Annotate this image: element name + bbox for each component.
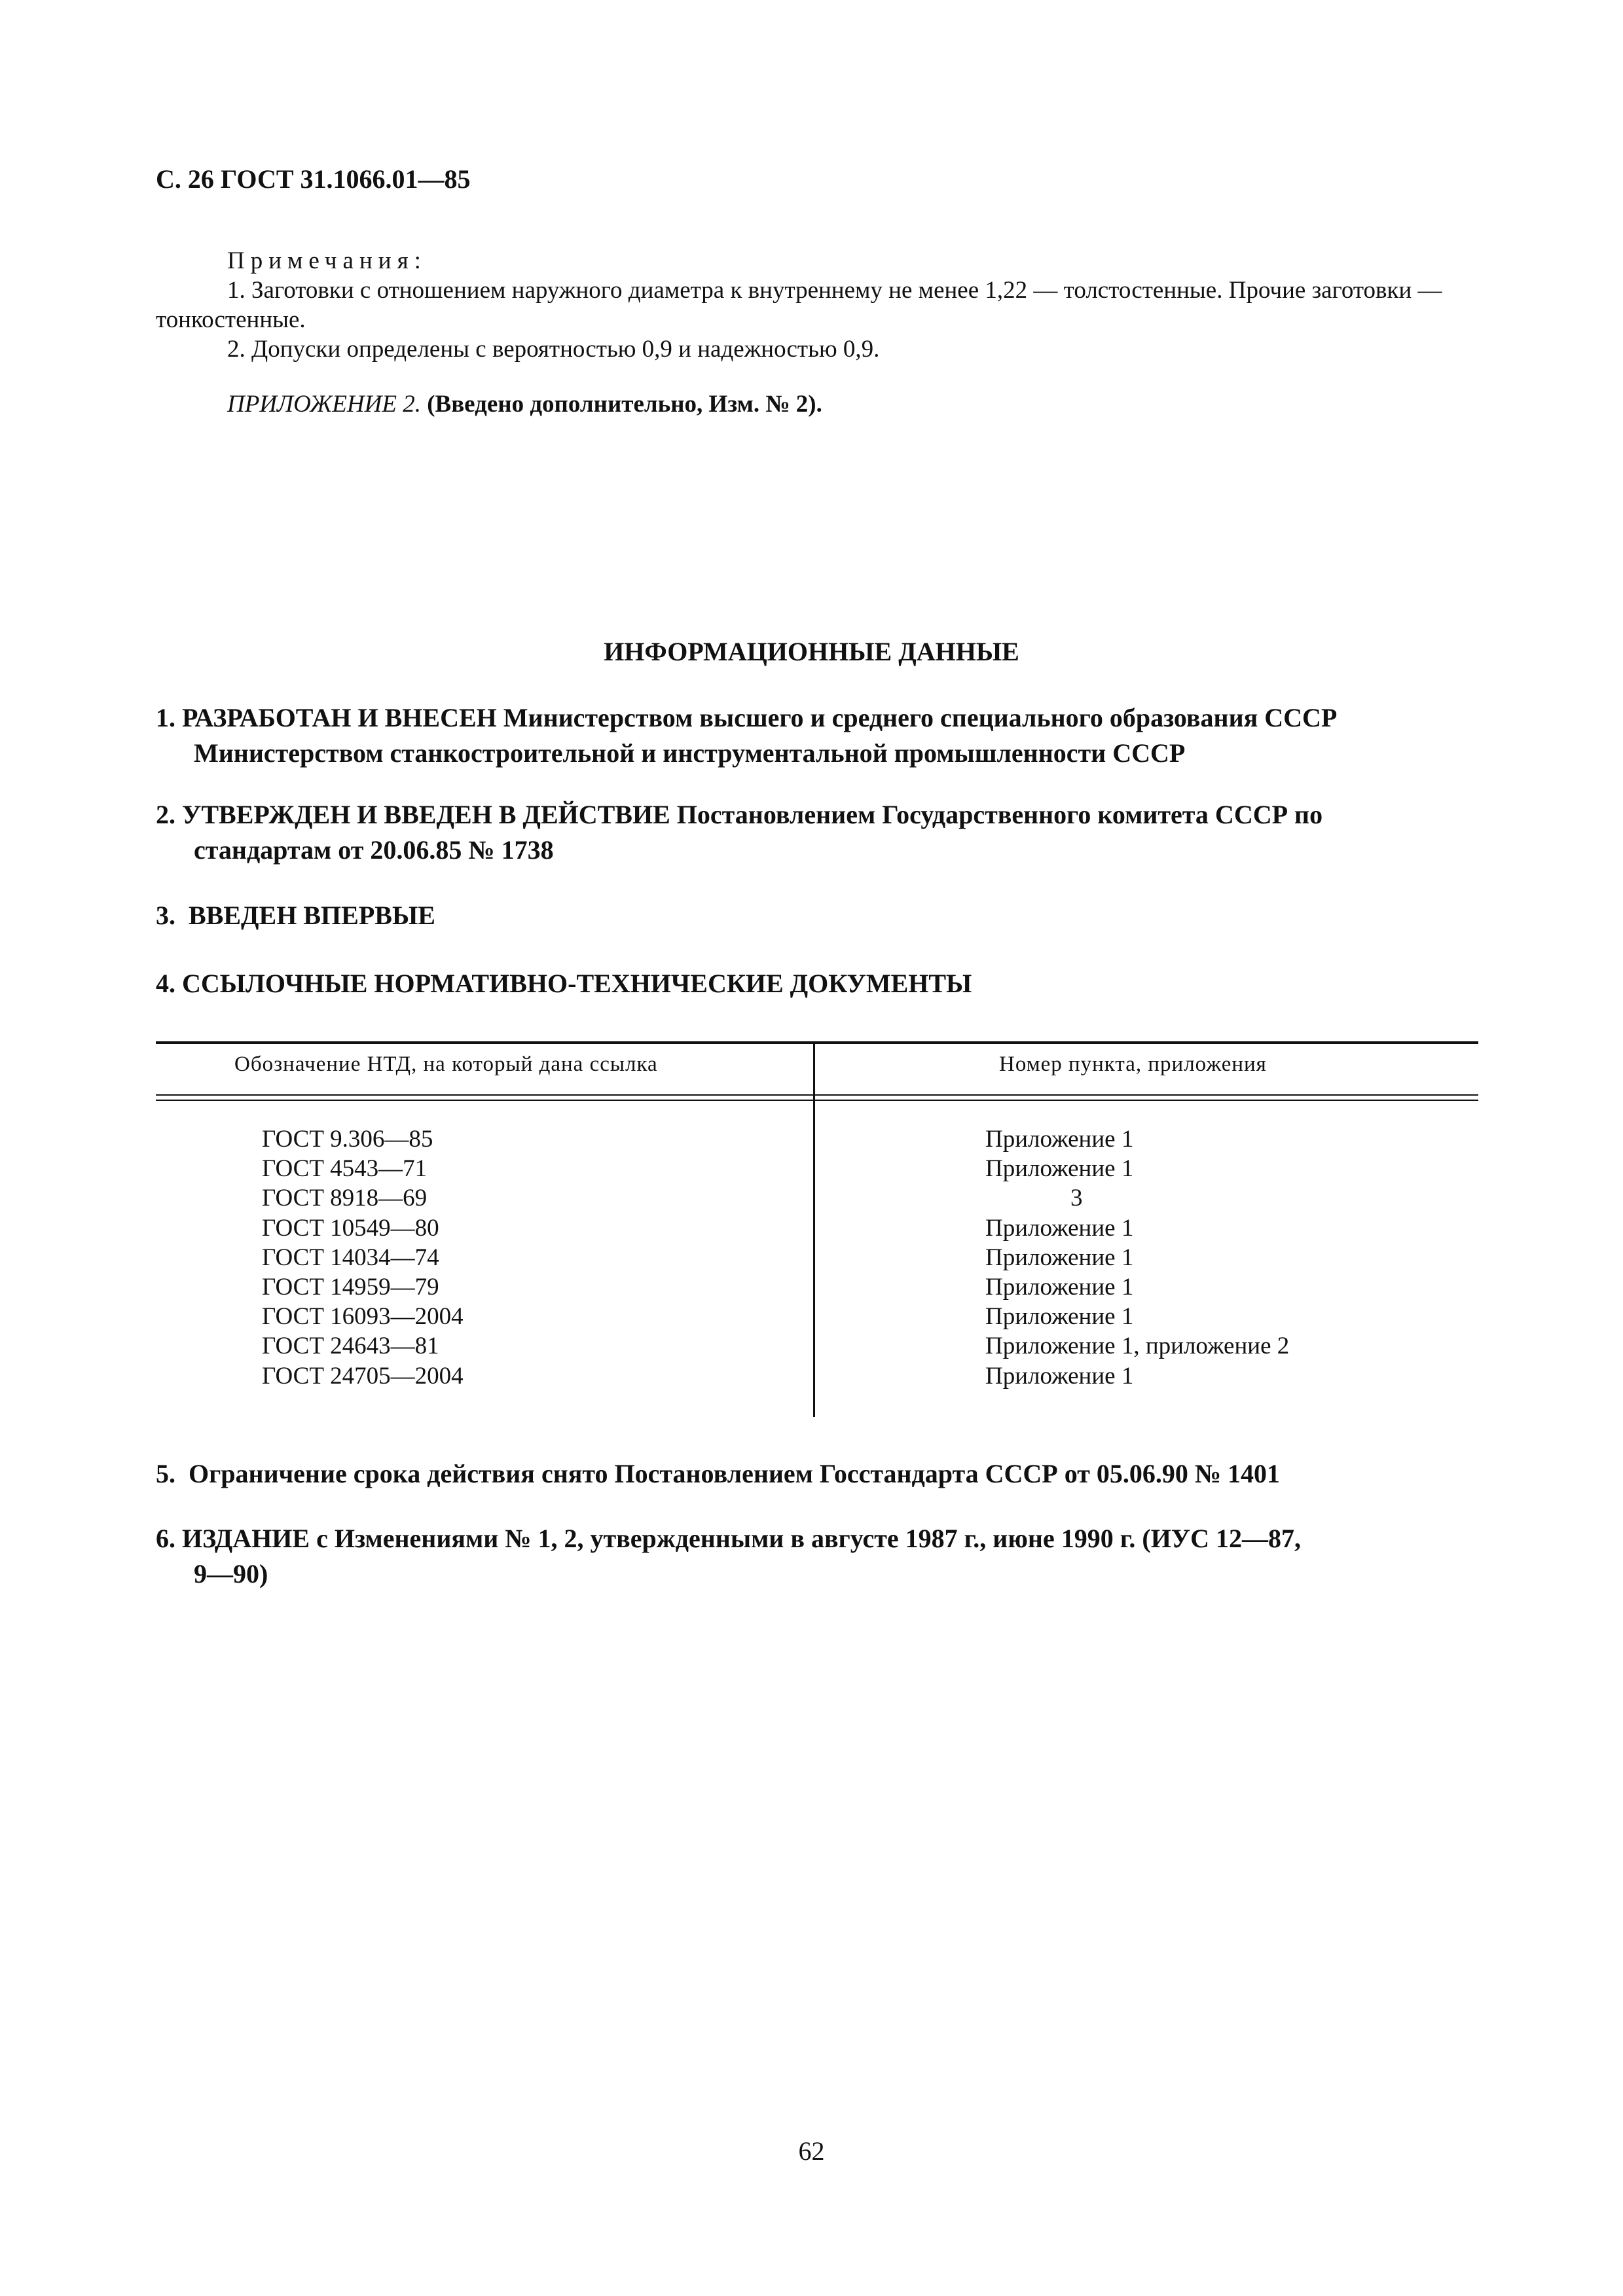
table-ref-cell: Приложение 1 — [985, 1274, 1134, 1301]
section-4-number: 4. — [156, 969, 175, 998]
table-doc-cell: ГОСТ 14034—74 — [262, 1244, 439, 1271]
section-2-line-2: стандартам от 20.06.85 № 1738 — [194, 835, 554, 865]
appendix-text: (Введено дополнительно, Изм. № 2). — [427, 391, 822, 418]
section-1 — [156, 700, 1482, 771]
table-ref-cell: Приложение 1 — [985, 1214, 1134, 1242]
info-data-title: ИНФОРМАЦИОННЫЕ ДАННЫЕ — [604, 637, 1019, 666]
table-ref-cell: Приложение 1 — [985, 1303, 1134, 1331]
notes-heading: Примечания: — [227, 247, 427, 274]
section-1-line-1: РАЗРАБОТАН И ВНЕСЕН Министерством высшего и среднего специального образования СССР — [182, 703, 1338, 732]
table-ref-cell: Приложение 1 — [985, 1126, 1134, 1153]
section-4-line-1: ССЫЛОЧНЫЕ НОРМАТИВНО-ТЕХНИЧЕСКИЕ ДОКУМЕНТЫ — [182, 969, 972, 998]
section-5 — [156, 1456, 1482, 1492]
table-ref-cell: Приложение 1 — [985, 1362, 1134, 1390]
table-header-ref: Номер пункта, приложения — [999, 1052, 1267, 1076]
section-6-line-2: 9—90) — [194, 1559, 268, 1588]
section-4 — [156, 966, 1482, 1001]
table-ref-cell: Приложение 1 — [985, 1244, 1134, 1271]
table-doc-cell: ГОСТ 9.306—85 — [262, 1126, 433, 1153]
appendix-note — [227, 390, 822, 418]
table-header-rule — [156, 1094, 1478, 1096]
table-doc-cell: ГОСТ 14959—79 — [262, 1274, 439, 1301]
table-column-divider — [813, 1043, 815, 1417]
section-5-line-1: Ограничение срока действия снято Постановлением Госстандарта СССР от 05.06.90 № 1401 — [189, 1459, 1281, 1488]
note-item-1: 1. Заготовки с отношением наружного диаметра к внутреннему не менее 1,22 — толстостенные. Прочие заготовки — тонкостенные. — [156, 277, 1442, 333]
table-ref-cell: Приложение 1 — [985, 1155, 1134, 1183]
table-doc-cell: ГОСТ 24705—2004 — [262, 1362, 464, 1390]
section-5-number: 5. — [156, 1459, 175, 1488]
section-6-number: 6. — [156, 1524, 175, 1553]
table-header-doc: Обозначение НТД, на который дана ссылка — [234, 1052, 658, 1076]
table-ref-cell: Приложение 1, приложение 2 — [985, 1333, 1290, 1360]
table-header-rule-second — [156, 1100, 1478, 1101]
section-6-line-1: ИЗДАНИЕ с Изменениями № 1, 2, утвержденными в августе 1987 г., июне 1990 г. (ИУС 12—87, — [182, 1524, 1302, 1553]
table-top-rule — [156, 1041, 1478, 1044]
section-1-number: 1. — [156, 703, 175, 732]
section-6 — [156, 1521, 1482, 1592]
table-doc-cell: ГОСТ 24643—81 — [262, 1333, 439, 1360]
section-3-number: 3. — [156, 901, 175, 930]
table-doc-column — [262, 1124, 464, 1391]
section-2-line-1: УТВЕРЖДЕН И ВВЕДЕН В ДЕЙСТВИЕ Постановлением Государственного комитета СССР по — [182, 800, 1323, 829]
notes-block — [156, 246, 1478, 364]
table-doc-cell: ГОСТ 4543—71 — [262, 1155, 428, 1183]
page-number: 62 — [798, 2136, 825, 2166]
table-doc-cell: ГОСТ 16093—2004 — [262, 1303, 464, 1331]
note-item-2: 2. Допуски определены с вероятностью 0,9 и надежностью 0,9. — [227, 336, 880, 363]
table-ref-cell: 3 — [1070, 1185, 1083, 1212]
table-ref-column — [985, 1124, 1289, 1391]
section-3-line-1: ВВЕДЕН ВПЕРВЫЕ — [189, 901, 435, 930]
section-2 — [156, 797, 1482, 868]
page-header: С. 26 ГОСТ 31.1066.01—85 — [156, 164, 471, 194]
table-doc-cell: ГОСТ 8918—69 — [262, 1185, 428, 1212]
table-doc-cell: ГОСТ 10549—80 — [262, 1214, 439, 1242]
section-2-number: 2. — [156, 800, 175, 829]
section-1-line-2: Министерством станкостроительной и инструментальной промышленности СССР — [194, 738, 1186, 768]
section-3 — [156, 898, 1482, 933]
appendix-label: ПРИЛОЖЕНИЕ 2. — [227, 391, 421, 418]
